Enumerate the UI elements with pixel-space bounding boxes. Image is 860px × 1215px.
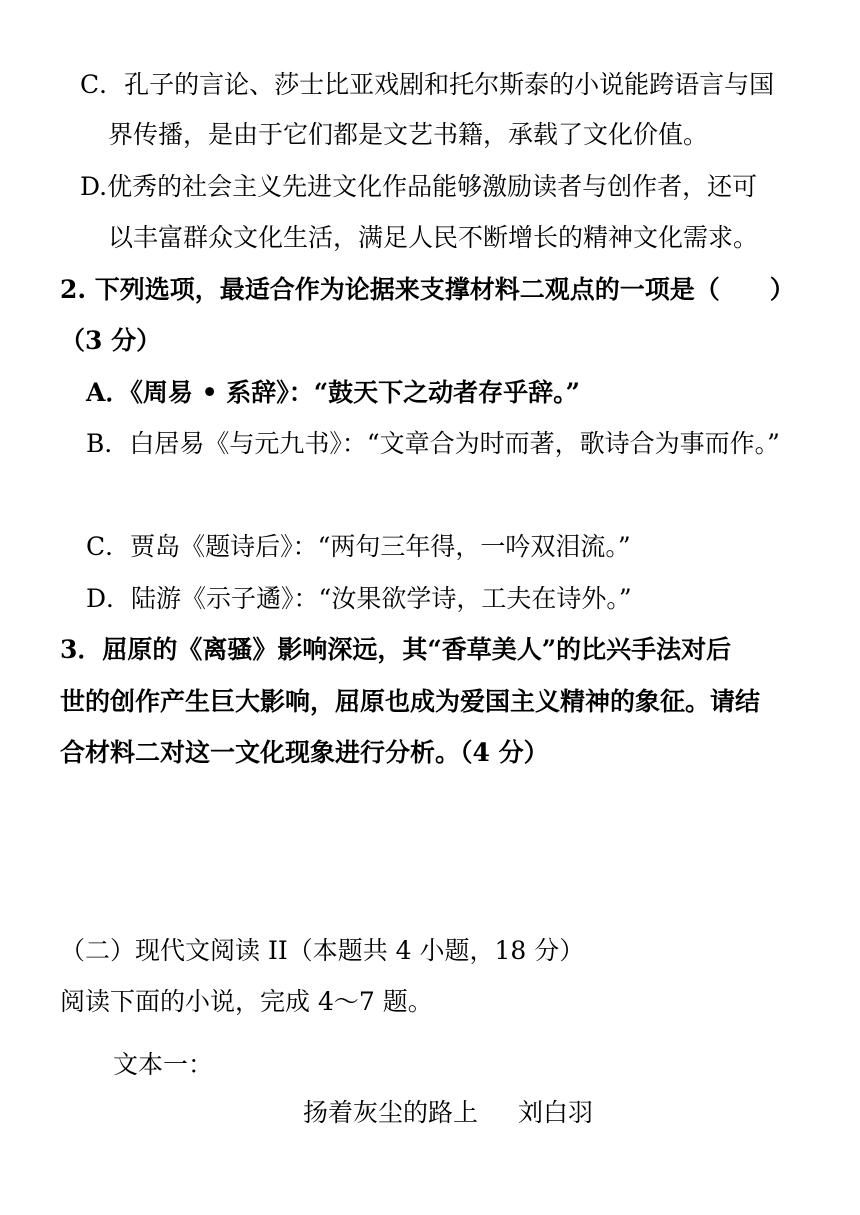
story-title: 扬着灰尘的路上 (303, 1098, 479, 1127)
q1-option-d-line2: 以丰富群众文化生活，满足人民不断增长的精神文化需求。 (108, 223, 759, 252)
q2-option-c: C．贾岛《题诗后》：“两句三年得，一吟双泪流。” (86, 532, 631, 561)
story-heading (303, 1096, 593, 1130)
q3-line2: 世的创作产生巨大影响，屈原也成为爱国主义精神的象征。请结 (60, 687, 761, 716)
q2-option-d: D．陆游《示子遹》：“汝果欲学诗，工夫在诗外。” (86, 584, 632, 613)
section-heading: （二）现代文阅读 II（本题共 4 小题，18 分） (60, 936, 585, 965)
q1-option-d-line1: D.优秀的社会主义先进文化作品能够激励读者与创作者，还可 (80, 172, 758, 201)
q3-line3: 合材料二对这一文化现象进行分析。（4 分） (60, 738, 549, 767)
q2-stem-line1: 2. 下列选项，最适合作为论据来支撑材料二观点的一项是（ ） (60, 275, 795, 304)
q2-option-a: A．《周易 • 系辞》：“鼓天下之动者存乎辞。” (86, 378, 581, 407)
q1-option-c-line2: 界传播，是由于它们都是文艺书籍，承载了文化价值。 (108, 120, 709, 149)
q1-option-c-line1: C．孔子的言论、莎士比亚戏剧和托尔斯泰的小说能跨语言与国 (80, 70, 775, 99)
story-author: 刘白羽 (518, 1098, 594, 1127)
reading-instruction: 阅读下面的小说，完成 4～7 题。 (60, 987, 433, 1016)
q3-line1: 3．屈原的《离骚》影响深远，其“香草美人”的比兴手法对后 (60, 635, 732, 664)
text-label: 文本一： (113, 1050, 214, 1079)
q2-option-b: B．白居易《与元九书》：“文章合为时而著，歌诗合为事而作。” (86, 429, 780, 458)
q2-stem-line2: （3 分） (60, 326, 162, 355)
